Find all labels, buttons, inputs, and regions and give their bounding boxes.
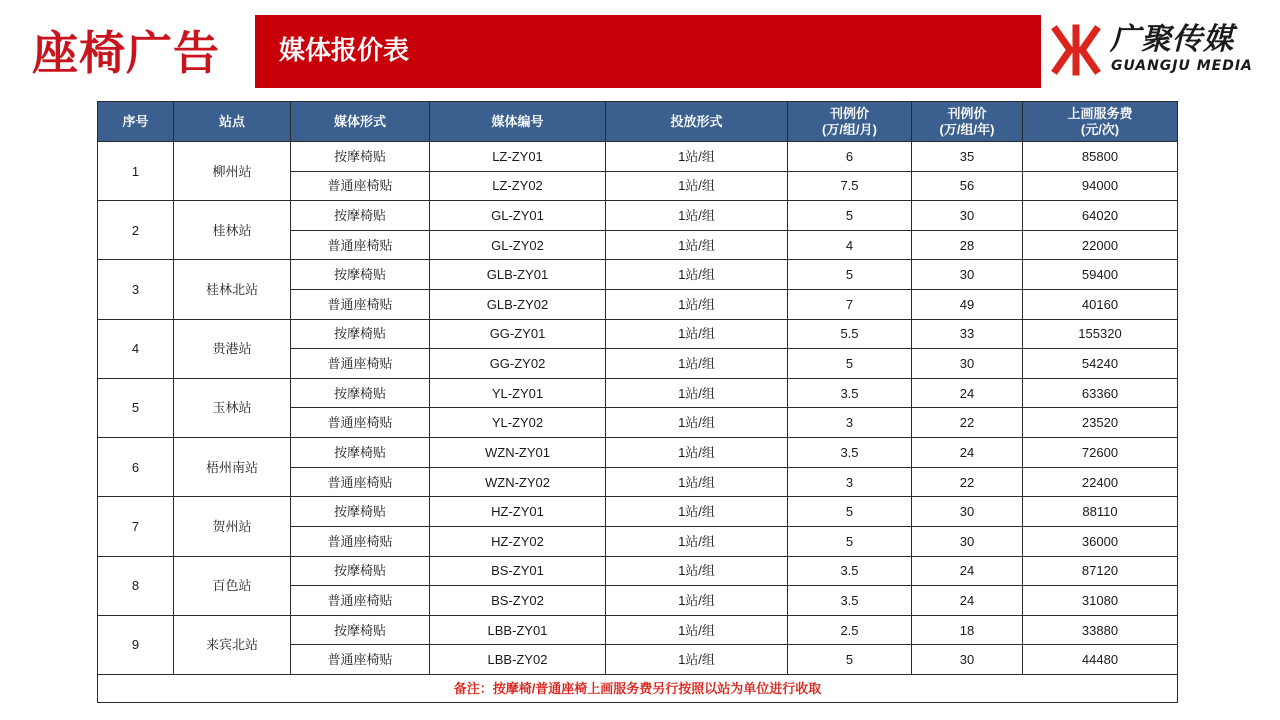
cell-install-fee: 22400 <box>1023 467 1178 497</box>
cell-index: 8 <box>98 556 174 615</box>
cell-placement: 1站/组 <box>606 408 788 438</box>
cell-price-year: 24 <box>912 556 1023 586</box>
cell-price-month: 3.5 <box>788 586 912 616</box>
cell-price-month: 5 <box>788 497 912 527</box>
cell-price-year: 24 <box>912 586 1023 616</box>
cell-media-code: WZN-ZY02 <box>430 467 606 497</box>
cell-price-year: 18 <box>912 615 1023 645</box>
cell-price-month: 3.5 <box>788 378 912 408</box>
cell-placement: 1站/组 <box>606 497 788 527</box>
cell-install-fee: 31080 <box>1023 586 1178 616</box>
cell-price-year: 30 <box>912 645 1023 675</box>
cell-media-code: LZ-ZY01 <box>430 142 606 172</box>
cell-index: 9 <box>98 615 174 674</box>
cell-media-code: GLB-ZY01 <box>430 260 606 290</box>
cell-media-type: 按摩椅贴 <box>291 438 430 468</box>
cell-price-year: 35 <box>912 142 1023 172</box>
cell-install-fee: 59400 <box>1023 260 1178 290</box>
cell-media-code: LZ-ZY02 <box>430 171 606 201</box>
cell-index: 5 <box>98 378 174 437</box>
cell-install-fee: 88110 <box>1023 497 1178 527</box>
table-row <box>98 142 1178 172</box>
footnote: 备注：按摩椅/普通座椅上画服务费另行按照以站为单位进行收取 <box>98 675 1178 703</box>
header-install-fee-title: 上画服务费 <box>1067 105 1133 121</box>
cell-index: 1 <box>98 142 174 201</box>
table-header-row <box>98 102 1178 142</box>
logo-name-en: GUANGJU MEDIA <box>1111 58 1253 74</box>
cell-price-year: 22 <box>912 408 1023 438</box>
cell-price-year: 30 <box>912 201 1023 231</box>
cell-media-code: GLB-ZY02 <box>430 290 606 320</box>
cell-station: 贺州站 <box>174 497 291 556</box>
logo-mark-icon <box>1050 24 1102 76</box>
cell-media-type: 按摩椅贴 <box>291 556 430 586</box>
cell-placement: 1站/组 <box>606 349 788 379</box>
cell-price-month: 5.5 <box>788 319 912 349</box>
cell-media-type: 普通座椅贴 <box>291 230 430 260</box>
cell-price-month: 5 <box>788 349 912 379</box>
cell-install-fee: 36000 <box>1023 526 1178 556</box>
header-price-year-unit: (万/组/年) <box>939 121 995 137</box>
cell-media-code: GG-ZY01 <box>430 319 606 349</box>
cell-media-code: BS-ZY01 <box>430 556 606 586</box>
banner-title: 媒体报价表 <box>279 36 410 66</box>
cell-placement: 1站/组 <box>606 438 788 468</box>
cell-placement: 1站/组 <box>606 290 788 320</box>
cell-placement: 1站/组 <box>606 260 788 290</box>
table-row <box>98 497 1178 527</box>
title-banner <box>255 15 1041 88</box>
cell-price-month: 4 <box>788 230 912 260</box>
cell-placement: 1站/组 <box>606 201 788 231</box>
cell-price-month: 6 <box>788 142 912 172</box>
cell-media-type: 按摩椅贴 <box>291 260 430 290</box>
cell-install-fee: 64020 <box>1023 201 1178 231</box>
cell-media-type: 按摩椅贴 <box>291 497 430 527</box>
cell-station: 玉林站 <box>174 378 291 437</box>
header-station: 站点 <box>174 102 291 142</box>
table-body <box>98 142 1178 675</box>
cell-station: 梧州南站 <box>174 438 291 497</box>
table-row <box>98 201 1178 231</box>
cell-install-fee: 23520 <box>1023 408 1178 438</box>
cell-media-type: 普通座椅贴 <box>291 349 430 379</box>
cell-placement: 1站/组 <box>606 319 788 349</box>
cell-price-year: 30 <box>912 497 1023 527</box>
cell-install-fee: 94000 <box>1023 171 1178 201</box>
page-title: 座椅广告 <box>32 26 220 80</box>
cell-station: 百色站 <box>174 556 291 615</box>
cell-media-code: WZN-ZY01 <box>430 438 606 468</box>
header-price-year <box>912 102 1023 142</box>
cell-index: 7 <box>98 497 174 556</box>
cell-media-type: 按摩椅贴 <box>291 319 430 349</box>
cell-price-month: 3 <box>788 408 912 438</box>
cell-install-fee: 44480 <box>1023 645 1178 675</box>
cell-placement: 1站/组 <box>606 526 788 556</box>
cell-media-code: HZ-ZY02 <box>430 526 606 556</box>
cell-placement: 1站/组 <box>606 467 788 497</box>
header-media-code: 媒体编号 <box>430 102 606 142</box>
company-logo <box>1050 22 1265 78</box>
cell-placement: 1站/组 <box>606 556 788 586</box>
cell-index: 6 <box>98 438 174 497</box>
cell-media-code: GL-ZY02 <box>430 230 606 260</box>
header-price-month <box>788 102 912 142</box>
cell-media-type: 普通座椅贴 <box>291 171 430 201</box>
cell-placement: 1站/组 <box>606 230 788 260</box>
cell-install-fee: 22000 <box>1023 230 1178 260</box>
header-index: 序号 <box>98 102 174 142</box>
cell-placement: 1站/组 <box>606 615 788 645</box>
cell-index: 3 <box>98 260 174 319</box>
cell-install-fee: 155320 <box>1023 319 1178 349</box>
table-row <box>98 319 1178 349</box>
cell-install-fee: 33880 <box>1023 615 1178 645</box>
cell-price-year: 22 <box>912 467 1023 497</box>
cell-price-year: 49 <box>912 290 1023 320</box>
cell-media-type: 按摩椅贴 <box>291 142 430 172</box>
cell-media-type: 普通座椅贴 <box>291 290 430 320</box>
cell-placement: 1站/组 <box>606 171 788 201</box>
table-row <box>98 615 1178 645</box>
cell-price-year: 28 <box>912 230 1023 260</box>
cell-install-fee: 87120 <box>1023 556 1178 586</box>
cell-price-year: 30 <box>912 349 1023 379</box>
header-price-month-title: 刊例价 <box>829 105 869 121</box>
cell-price-month: 7.5 <box>788 171 912 201</box>
cell-media-type: 普通座椅贴 <box>291 586 430 616</box>
cell-media-code: LBB-ZY01 <box>430 615 606 645</box>
cell-install-fee: 40160 <box>1023 290 1178 320</box>
cell-price-year: 24 <box>912 378 1023 408</box>
footnote-row <box>98 675 1178 703</box>
header-install-fee-unit: (元/次) <box>1080 121 1120 137</box>
cell-station: 来宾北站 <box>174 615 291 674</box>
cell-price-month: 3.5 <box>788 438 912 468</box>
cell-price-month: 5 <box>788 526 912 556</box>
cell-placement: 1站/组 <box>606 142 788 172</box>
cell-price-month: 5 <box>788 260 912 290</box>
cell-media-type: 普通座椅贴 <box>291 645 430 675</box>
cell-media-code: YL-ZY02 <box>430 408 606 438</box>
cell-station: 贵港站 <box>174 319 291 378</box>
cell-placement: 1站/组 <box>606 586 788 616</box>
cell-price-month: 2.5 <box>788 615 912 645</box>
cell-price-month: 5 <box>788 645 912 675</box>
table-row <box>98 378 1178 408</box>
cell-install-fee: 85800 <box>1023 142 1178 172</box>
cell-media-code: GL-ZY01 <box>430 201 606 231</box>
header-price-month-unit: (万/组/月) <box>822 121 877 137</box>
header-price-year-title: 刊例价 <box>947 105 987 121</box>
table-row <box>98 556 1178 586</box>
cell-media-type: 普通座椅贴 <box>291 526 430 556</box>
cell-price-year: 24 <box>912 438 1023 468</box>
cell-price-year: 30 <box>912 526 1023 556</box>
table-row <box>98 260 1178 290</box>
cell-media-code: YL-ZY01 <box>430 378 606 408</box>
cell-price-month: 3.5 <box>788 556 912 586</box>
cell-install-fee: 54240 <box>1023 349 1178 379</box>
cell-media-code: BS-ZY02 <box>430 586 606 616</box>
cell-media-type: 普通座椅贴 <box>291 408 430 438</box>
header-install-fee <box>1023 102 1178 142</box>
header-media-type: 媒体形式 <box>291 102 430 142</box>
cell-price-month: 3 <box>788 467 912 497</box>
cell-station: 桂林北站 <box>174 260 291 319</box>
logo-name-cn: 广聚传媒 <box>1110 22 1234 57</box>
cell-price-month: 7 <box>788 290 912 320</box>
cell-index: 2 <box>98 201 174 260</box>
cell-station: 柳州站 <box>174 142 291 201</box>
cell-placement: 1站/组 <box>606 378 788 408</box>
cell-media-type: 按摩椅贴 <box>291 378 430 408</box>
cell-station: 桂林站 <box>174 201 291 260</box>
cell-price-year: 30 <box>912 260 1023 290</box>
logo-mark-strokes <box>1056 28 1096 72</box>
cell-install-fee: 72600 <box>1023 438 1178 468</box>
cell-media-code: HZ-ZY01 <box>430 497 606 527</box>
table-row <box>98 438 1178 468</box>
cell-price-month: 5 <box>788 201 912 231</box>
cell-media-type: 按摩椅贴 <box>291 615 430 645</box>
cell-media-code: LBB-ZY02 <box>430 645 606 675</box>
cell-price-year: 56 <box>912 171 1023 201</box>
cell-install-fee: 63360 <box>1023 378 1178 408</box>
cell-price-year: 33 <box>912 319 1023 349</box>
cell-media-code: GG-ZY02 <box>430 349 606 379</box>
cell-media-type: 按摩椅贴 <box>291 201 430 231</box>
price-table <box>97 101 1178 703</box>
header-placement: 投放形式 <box>606 102 788 142</box>
cell-placement: 1站/组 <box>606 645 788 675</box>
cell-media-type: 普通座椅贴 <box>291 467 430 497</box>
cell-index: 4 <box>98 319 174 378</box>
